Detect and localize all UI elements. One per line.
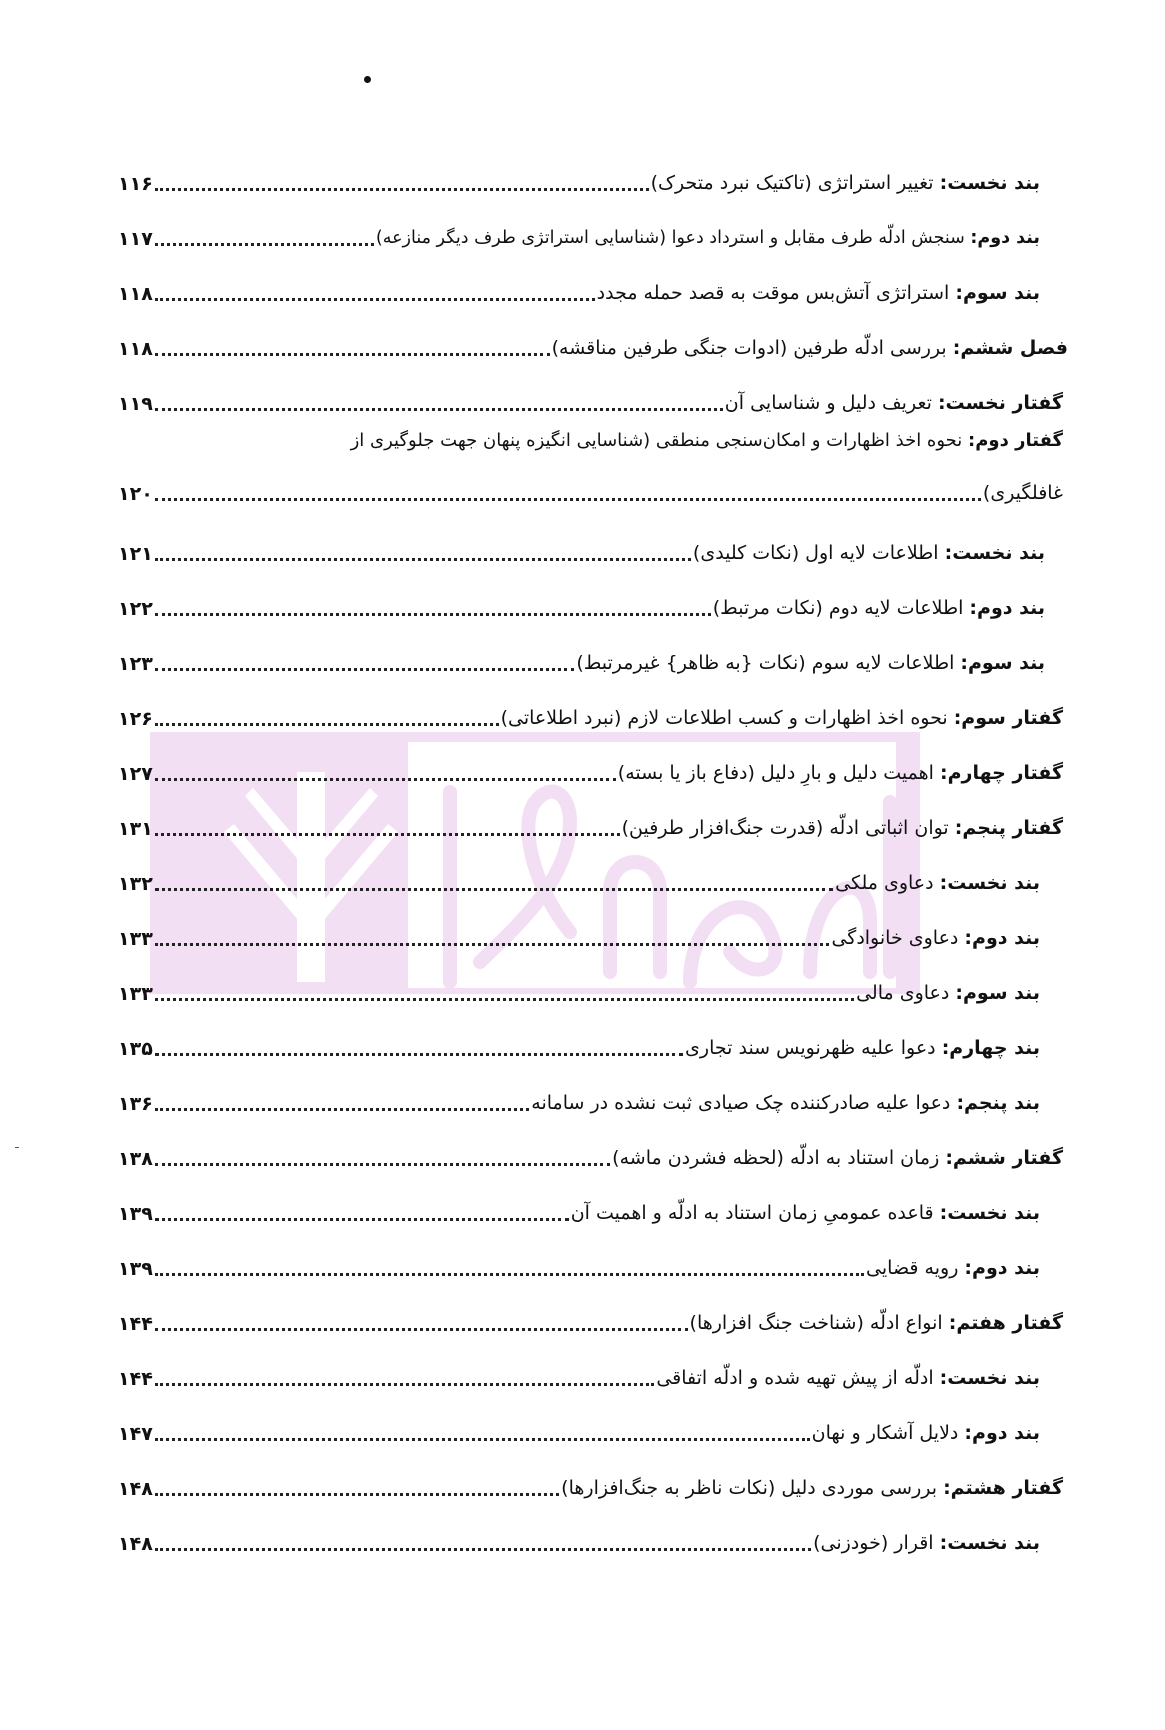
- page-number: ۱۳۹: [118, 1203, 153, 1225]
- entry-title: [561, 1475, 1063, 1501]
- page-number: ۱۳۱: [118, 818, 153, 840]
- entry-label: بند دوم:: [964, 1257, 1040, 1279]
- entry-title: [866, 1255, 1040, 1281]
- entry-title: [622, 815, 1063, 841]
- toc-entry[interactable]: [118, 911, 1040, 951]
- entry-text: دعوا علیه ظهرنویس سند تجاری: [685, 1037, 936, 1059]
- entry-title: [656, 1365, 1040, 1391]
- dot-leader: [155, 1438, 810, 1441]
- dot-leader: [155, 1328, 688, 1331]
- toc-entry[interactable]: [118, 1351, 1040, 1391]
- toc-entry[interactable]: [118, 1461, 1063, 1501]
- toc-entry[interactable]: [118, 526, 1045, 566]
- dot-leader: [155, 498, 981, 501]
- entry-text: اطلاعات لایه سوم (نکات {به ظاهر} غیرمرتبط): [576, 652, 955, 674]
- entry-text: اطلاعات لایه اول (نکات کلیدی): [692, 542, 939, 564]
- entry-title: [856, 980, 1040, 1006]
- toc-entry[interactable]: [118, 376, 1063, 416]
- dot-leader: [155, 353, 550, 356]
- dot-leader: [155, 558, 691, 561]
- top-dot-mark: [364, 76, 371, 83]
- dot-leader: [155, 668, 575, 671]
- entry-title: [713, 595, 1045, 621]
- entry-text: تغییر استراتژی (تاکتیک نبرد متحرک): [650, 172, 934, 194]
- entry-title: [812, 1420, 1040, 1446]
- toc-entry[interactable]: [118, 856, 1040, 896]
- entry-label: گفتار نخست:: [937, 392, 1063, 414]
- entry-label: بند نخست:: [939, 1367, 1040, 1389]
- page-number: ۱۴۷: [118, 1423, 153, 1445]
- entry-label: گفتار ششم:: [945, 1147, 1063, 1169]
- page-number: ۱۳۳: [118, 983, 153, 1005]
- entry-title: [690, 1310, 1063, 1336]
- entry-label: فصل ششم:: [952, 337, 1068, 359]
- entry-text: دعوا علیه صادرکننده چک صیادی ثبت نشده در سامانه: [531, 1092, 951, 1114]
- toc-entry[interactable]: [118, 966, 1040, 1006]
- dot-leader: [155, 1493, 559, 1496]
- entry-label: بند سوم:: [960, 652, 1045, 674]
- dot-leader: [155, 1383, 655, 1386]
- dot-leader: [155, 298, 595, 301]
- page-number: ۱۳۳: [118, 928, 153, 950]
- entry-text: بررسی موردی دلیل (نکات ناظر به جنگ‌افزارها): [561, 1477, 938, 1499]
- page-number: ۱۱۸: [118, 283, 153, 305]
- entry-text: توان اثباتی ادلّه (قدرت جنگ‌افزار طرفین): [621, 817, 949, 839]
- page-number: ۱۱۶: [118, 173, 153, 195]
- toc-entry[interactable]: [118, 1186, 1040, 1226]
- entry-text: تعریف دلیل و شناسایی آن: [724, 392, 932, 414]
- entry-title: [597, 280, 1040, 306]
- page-number: ۱۴۸: [118, 1533, 153, 1555]
- entry-text: اقرار (خودزنی): [813, 1532, 934, 1554]
- entry-label: بند نخست:: [939, 1532, 1040, 1554]
- entry-title: [693, 540, 1045, 566]
- page-number: ۱۱۸: [118, 338, 153, 360]
- toc-entry[interactable]: [118, 636, 1045, 676]
- entry-text: دعاوی خانوادگی: [831, 927, 959, 949]
- entry-label: بند چهارم:: [941, 1037, 1040, 1059]
- toc-entry[interactable]: [118, 1021, 1040, 1061]
- page-number: ۱۳۲: [118, 873, 153, 895]
- entry-text: انواع ادلّه (شناخت جنگ افزارها): [689, 1312, 943, 1334]
- entry-label: بند دوم:: [970, 228, 1040, 248]
- entry-label: بند دوم:: [964, 1422, 1040, 1444]
- dot-leader: [155, 188, 649, 191]
- entry-text: دعاوی مالی: [856, 982, 950, 1004]
- entry-label: گفتار پنجم:: [954, 817, 1063, 839]
- entry-text: نحوه اخذ اظهارات و کسب اطلاعات لازم (نبرد اطلاعاتی): [500, 707, 948, 729]
- entry-label: بند نخست:: [939, 172, 1040, 194]
- page-number: ۱۲۲: [118, 598, 153, 620]
- toc-entry[interactable]: [118, 1131, 1063, 1171]
- entry-label: بند پنجم:: [956, 1092, 1040, 1114]
- toc-entry[interactable]: [118, 1516, 1040, 1556]
- entry-text: بررسی ادلّه طرفین (ادوات جنگی طرفین مناقشه): [551, 337, 947, 359]
- entry-title: [552, 335, 1068, 361]
- toc-entry[interactable]: [118, 211, 1040, 251]
- toc-entry[interactable]: [118, 1406, 1040, 1446]
- entry-label: بند سوم:: [955, 982, 1040, 1004]
- page-number: ۱۴۴: [118, 1368, 153, 1390]
- dot-leader: [155, 1548, 811, 1551]
- entry-label: بند دوم:: [969, 597, 1045, 619]
- dot-leader: [155, 723, 499, 726]
- entry-text: استراتژی آتش‌بس موقت به قصد حمله مجدد: [596, 282, 950, 304]
- page-number: ۱۲۰: [118, 483, 153, 505]
- dot-leader: [155, 1218, 569, 1221]
- entry-text: اطلاعات لایه دوم (نکات مرتبط): [712, 597, 964, 619]
- entry-title: [835, 870, 1040, 896]
- page-number: ۱۴۸: [118, 1478, 153, 1500]
- entry-text: رویه قضایی: [866, 1257, 959, 1279]
- entry-title: [831, 925, 1040, 951]
- page-number: ۱۳۹: [118, 1258, 153, 1280]
- toc-entry[interactable]: [118, 321, 1068, 361]
- dot-leader: [155, 943, 830, 946]
- toc-entry[interactable]: [118, 746, 1063, 786]
- toc-entry[interactable]: [118, 156, 1040, 196]
- dot-leader: [155, 1053, 683, 1056]
- toc-entry-line1[interactable]: [118, 428, 1063, 454]
- toc-entry[interactable]: [118, 801, 1063, 841]
- dot-leader: [155, 778, 616, 781]
- dot-leader: [155, 1163, 610, 1166]
- dot-leader: [155, 408, 723, 411]
- page-number: ۱۲۶: [118, 708, 153, 730]
- page-number: ۱۲۱: [118, 543, 153, 565]
- page-number: ۱۲۳: [118, 653, 153, 675]
- toc-entry[interactable]: [118, 581, 1045, 621]
- page-number: ۱۴۴: [118, 1313, 153, 1335]
- page-number: ۱۱۹: [118, 393, 153, 415]
- entry-text: ادلّه از پیش تهیه شده و ادلّه اتفاقی: [656, 1367, 934, 1389]
- entry-text-continued: غافلگیری): [982, 482, 1063, 504]
- entry-label: بند نخست:: [939, 872, 1040, 894]
- entry-label: گفتار هشتم:: [943, 1477, 1063, 1499]
- entry-text: زمان استناد به ادلّه (لحظه فشردن ماشه): [612, 1147, 940, 1169]
- entry-label: بند نخست:: [939, 1202, 1040, 1224]
- entry-title: [376, 225, 1040, 251]
- dot-leader: [155, 1108, 529, 1111]
- dot-leader: [155, 613, 711, 616]
- page-number: ۱۳۶: [118, 1093, 153, 1115]
- entry-title: [813, 1530, 1040, 1556]
- dot-leader: [155, 833, 620, 836]
- toc-entry[interactable]: [118, 1241, 1040, 1281]
- entry-title: [685, 1035, 1040, 1061]
- entry-title: [571, 1200, 1040, 1226]
- entry-label: گفتار هفتم:: [948, 1312, 1063, 1334]
- toc-entry-line2[interactable]: [118, 466, 1063, 506]
- margin-mark: [15, 1147, 19, 1148]
- entry-title: [501, 705, 1063, 731]
- entry-text: نحوه اخذ اظهارات و امکان‌سنجی منطقی (شناسایی انگیزه پنهان جهت جلوگیری از: [350, 430, 963, 451]
- dot-leader: [155, 243, 374, 246]
- dot-leader: [155, 888, 833, 891]
- page-number: ۱۲۷: [118, 763, 153, 785]
- toc-entry[interactable]: [118, 266, 1040, 306]
- entry-label: بند نخست:: [944, 542, 1045, 564]
- page-number: ۱۱۷: [118, 228, 153, 250]
- dot-leader: [155, 1273, 864, 1276]
- entry-text: دلایل آشکار و نهان: [811, 1422, 959, 1444]
- page-number: ۱۳۵: [118, 1038, 153, 1060]
- entry-title: [576, 650, 1045, 676]
- entry-text: اهمیت دلیل و بارِ دلیل (دفاع باز یا بسته): [617, 762, 934, 784]
- entry-text: سنجش ادلّه طرف مقابل و استرداد دعوا (شناسایی استراتژی طرف دیگر منازعه): [375, 228, 965, 248]
- entry-label: بند دوم:: [964, 927, 1040, 949]
- entry-title: [725, 390, 1063, 416]
- toc-entry[interactable]: [118, 691, 1063, 731]
- toc-entry[interactable]: [118, 1296, 1063, 1336]
- toc-entry[interactable]: [118, 1076, 1040, 1116]
- entry-label: گفتار دوم:: [968, 430, 1063, 451]
- entry-label: بند سوم:: [955, 282, 1040, 304]
- entry-label: گفتار چهارم:: [940, 762, 1063, 784]
- entry-title: [618, 760, 1063, 786]
- entry-title: [612, 1145, 1063, 1171]
- entry-text: دعاوی ملکی: [835, 872, 934, 894]
- entry-title: [531, 1090, 1040, 1116]
- entry-title: [651, 170, 1040, 196]
- entry-label: گفتار سوم:: [953, 707, 1063, 729]
- entry-text: قاعده عمومیِ زمان استناد به ادلّه و اهمیت آن: [570, 1202, 934, 1224]
- page-number: ۱۳۸: [118, 1148, 153, 1170]
- dot-leader: [155, 998, 854, 1001]
